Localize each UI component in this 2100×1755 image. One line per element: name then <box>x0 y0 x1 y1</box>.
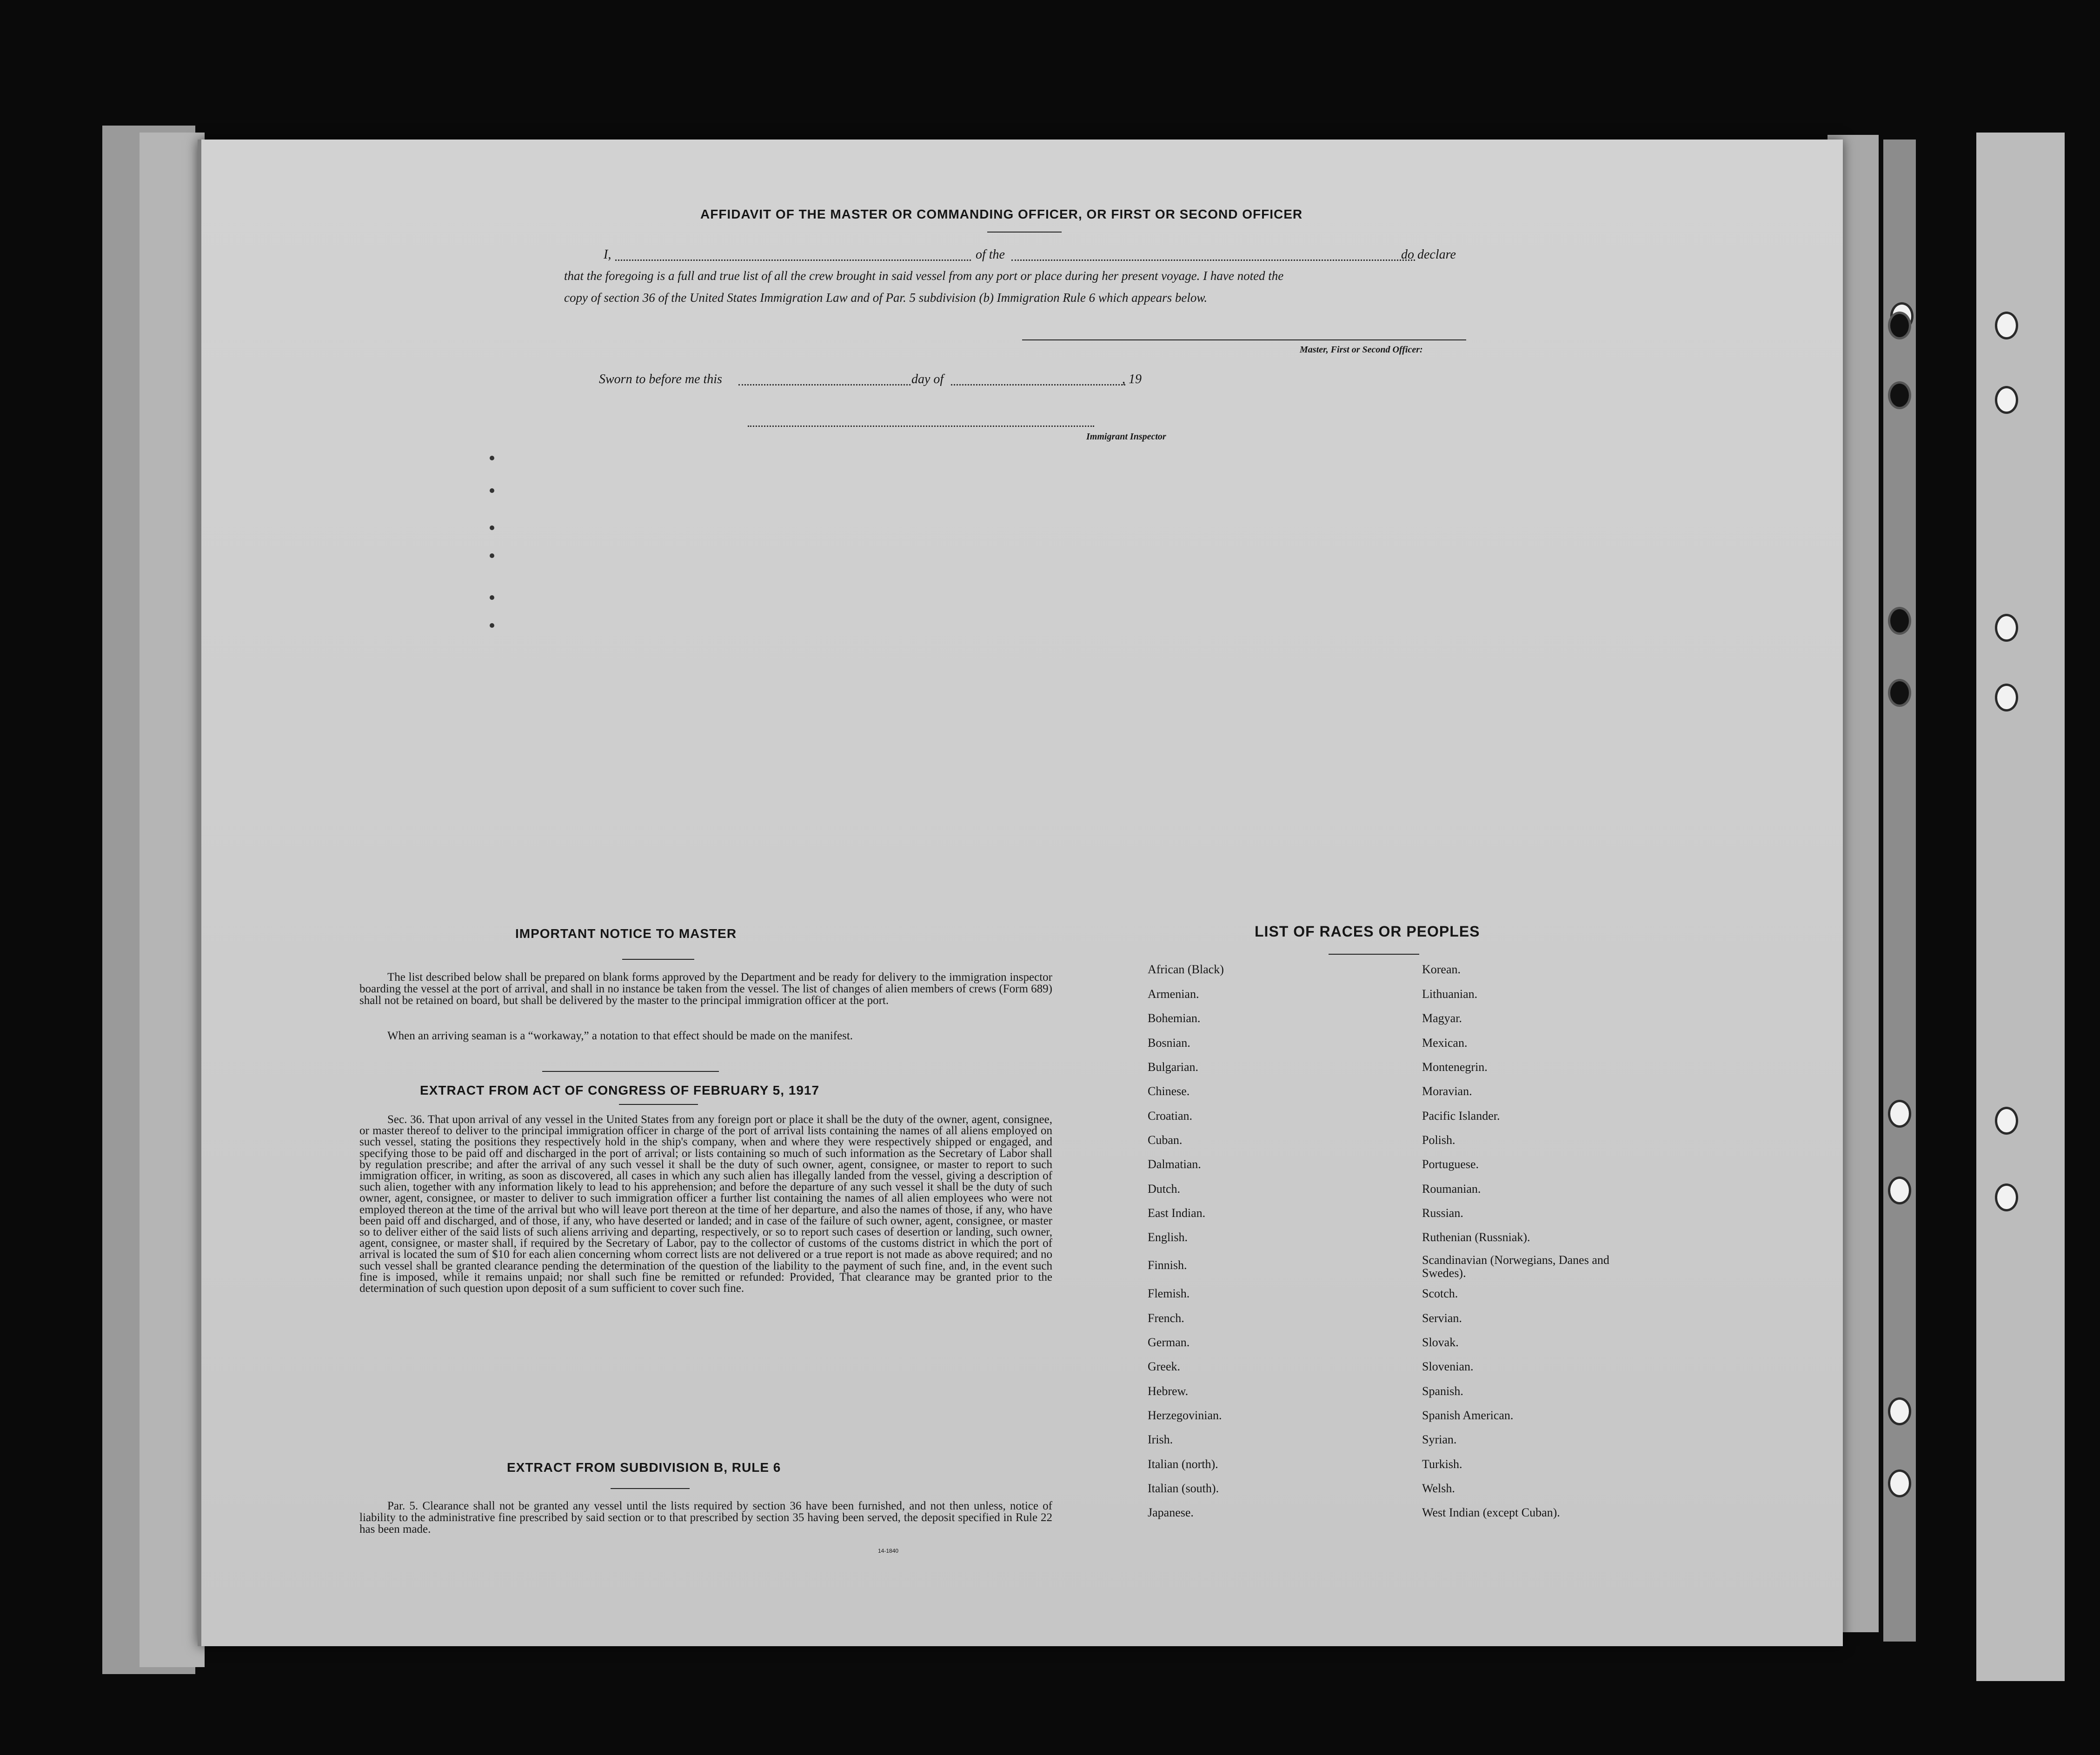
race-item: Turkish. <box>1422 1457 1462 1471</box>
race-item: Bulgarian. <box>1148 1060 1199 1074</box>
race-item: Dutch. <box>1148 1182 1181 1196</box>
binder-hole <box>1888 1397 1911 1425</box>
extract-rule-title: EXTRACT FROM SUBDIVISION B, RULE 6 <box>507 1460 781 1475</box>
race-item: Spanish. <box>1422 1384 1463 1398</box>
race-item: Italian (south). <box>1148 1482 1219 1495</box>
race-item: Polish. <box>1422 1133 1455 1147</box>
name-field[interactable] <box>615 259 971 261</box>
notice-paragraph-2: When an arriving seaman is a “workaway,” a notation to that effect should be made on the manifest. <box>387 1030 853 1042</box>
race-item: Lithuanian. <box>1422 987 1478 1001</box>
race-item: Pacific Islander. <box>1422 1109 1500 1123</box>
race-item: Flemish. <box>1148 1287 1190 1300</box>
race-item: Herzegovinian. <box>1148 1409 1222 1422</box>
race-item: Finnish. <box>1148 1258 1187 1272</box>
back-page-left-edge <box>140 133 205 1667</box>
race-item: English. <box>1148 1230 1188 1244</box>
race-item: Japanese. <box>1148 1506 1194 1519</box>
signature-line[interactable] <box>1022 339 1466 340</box>
divider <box>619 1104 698 1105</box>
race-item: Mexican. <box>1422 1036 1468 1050</box>
divider <box>987 232 1062 233</box>
race-item: Moravian. <box>1422 1084 1472 1098</box>
race-item: Spanish American. <box>1422 1409 1514 1422</box>
binder-hole <box>1995 614 2018 642</box>
race-item: Syrian. <box>1422 1433 1457 1446</box>
extract-act-text: Sec. 36. That upon arrival of any vessel in the United States from any foreign port or place it shall be the duty of the owner, agent, consignee, or master thereof to deliver to the principal immigration officer in charge of the port of arrival lists containing the names of all aliens employed on such vessel, stating the positions they respectively hold in the ship's company, when and where they were respectively shipped or engaged, and specifying those to be paid off and discharged in the port of arrival; or lists containing so much of such information as the Secretary of Labor shall by regulation prescribe; and after the arrival of any such vessel it shall be the duty of such owner, agent, consignee, or master to report to such immigration officer, in writing, as soon as discovered, all cases in which any such alien has illegally landed from the vessel, giving a description of such alien, together with any information likely to lead to his apprehension; and before the departure of any such vessel it shall be the duty of such owner, agent, consignee, or master to deliver to such immigration officer a further list containing the names of all alien employees who were not employed thereon at the time of the arrival but who will leave port thereon at the time of her departure, and also the names of those, if any, who have been paid off and discharged, and of those, if any, who have deserted or landed; and in case of the failure of such owner, agent, consignee, or master so to deliver either of the said lists of such aliens arriving and departing, respectively, or so to report such cases of desertion or landing, such owner, agent, consignee, or master shall, if required by the Secretary of Labor, pay to the collector of customs of the customs district in which the port of arrival is located the sum of $10 for each alien concerning whom correct lists are not delivered or a true report is not made as above required; and no such vessel shall be granted clearance pending the determination of the question of the liability to the payment of such fine, and, in the event such fine is imposed, while it remains unpaid; nor shall such fine be remitted or refunded: Provided, That clearance may be granted prior to the determination of such question upon deposit of a sum sufficient to cover such fine. <box>359 1113 1052 1295</box>
divider <box>622 959 694 960</box>
race-item: French. <box>1148 1311 1184 1325</box>
sworn-year: , 19 <box>1122 372 1142 386</box>
mark <box>490 456 494 460</box>
race-item: Greek. <box>1148 1360 1181 1373</box>
race-item: Ruthenian (Russniak). <box>1422 1230 1530 1244</box>
race-item: Scotch. <box>1422 1287 1458 1300</box>
races-title: LIST OF RACES OR PEOPLES <box>1255 923 1480 940</box>
binder-hole <box>1888 1177 1911 1204</box>
race-item: Slovenian. <box>1422 1360 1474 1373</box>
notice-title: IMPORTANT NOTICE TO MASTER <box>515 926 737 941</box>
race-item: Korean. <box>1422 963 1461 976</box>
divider <box>611 1488 690 1489</box>
race-item: Slovak. <box>1422 1336 1459 1349</box>
divider <box>1329 954 1419 955</box>
binder-hole <box>1995 312 2018 339</box>
inspector-signature-field[interactable] <box>748 425 1094 427</box>
race-item: West Indian (except Cuban). <box>1422 1506 1560 1519</box>
binder-hole <box>1995 1107 2018 1135</box>
race-item: Italian (north). <box>1148 1457 1218 1471</box>
affidavit-line2: that the foregoing is a full and true list of all the crew brought in said vessel from any port or place during her present voyage. I have noted the <box>564 269 1284 283</box>
affidavit-line1-of-the: of the <box>976 247 1005 262</box>
sworn-start: Sworn to before me this <box>599 372 722 386</box>
race-item: African (Black) <box>1148 963 1224 976</box>
race-item: Portuguese. <box>1422 1157 1479 1171</box>
race-item: Roumanian. <box>1422 1182 1481 1196</box>
mark <box>490 553 494 558</box>
inspector-label: Immigrant Inspector <box>1086 432 1166 442</box>
sworn-day-of: day of <box>911 372 944 386</box>
race-item: Servian. <box>1422 1311 1462 1325</box>
race-item: East Indian. <box>1148 1206 1206 1220</box>
race-item: Welsh. <box>1422 1482 1455 1495</box>
affidavit-line1-end: do declare <box>1401 247 1456 262</box>
manifest-page <box>198 140 1843 1646</box>
affidavit-line3: copy of section 36 of the United States Immigration Law and of Par. 5 subdivision (b) Immigration Rule 6 which appears below. <box>564 291 1208 305</box>
race-item: Bosnian. <box>1148 1036 1190 1050</box>
race-item: Scandinavian (Norwegians, Danes and Swedes). <box>1422 1253 1609 1280</box>
race-item: Cuban. <box>1148 1133 1183 1147</box>
binder-hole <box>1888 1469 1911 1497</box>
race-item: Magyar. <box>1422 1011 1462 1025</box>
race-item: Irish. <box>1148 1433 1173 1446</box>
race-item: Croatian. <box>1148 1109 1193 1123</box>
binder-hole <box>1995 1183 2018 1211</box>
binder-hole <box>1888 1100 1911 1128</box>
mark <box>490 623 494 628</box>
race-item: Montenegrin. <box>1422 1060 1488 1074</box>
vessel-field[interactable] <box>1011 259 1415 261</box>
binder-hole <box>1888 312 1911 339</box>
race-item: Dalmatian. <box>1148 1157 1201 1171</box>
binder-hole <box>1995 386 2018 414</box>
divider <box>542 1071 719 1072</box>
race-item: German. <box>1148 1336 1190 1349</box>
binder-hole <box>1888 607 1911 635</box>
race-item: Hebrew. <box>1148 1384 1189 1398</box>
notice-paragraph-1: The list described below shall be prepared on blank forms approved by the Department and be ready for delivery to the immigration inspector boarding the vessel at the port of arrival, and shall in no instance be taken from the vessel. The list of changes of alien members of crews (Form 689) shall not be retained on board, but shall be delivered by the master to the principal immigration officer at the port. <box>359 971 1052 1007</box>
binder-hole <box>1888 381 1911 409</box>
form-number: 14-1840 <box>878 1548 899 1554</box>
extract-rule-text: Par. 5. Clearance shall not be granted any vessel until the lists required by section 36 have been furnished, and not then unless, notice of liability to the administrative fine prescribed by said section or to that prescribed by section 35 having been served, the deposit specified in Rule 22 has been made. <box>359 1500 1052 1536</box>
next-page-strip <box>1976 133 2065 1681</box>
signature-label: Master, First or Second Officer: <box>1300 345 1423 355</box>
mark <box>490 595 494 600</box>
mark <box>490 525 494 530</box>
race-item: Armenian. <box>1148 987 1199 1001</box>
binder-hole <box>1888 679 1911 707</box>
sworn-date-field[interactable] <box>738 384 910 386</box>
mark <box>490 488 494 493</box>
race-item: Bohemian. <box>1148 1011 1201 1025</box>
sworn-month-field[interactable] <box>951 384 1125 386</box>
extract-act-title: EXTRACT FROM ACT OF CONGRESS OF FEBRUARY 5, 1917 <box>420 1083 820 1097</box>
race-item: Russian. <box>1422 1206 1463 1220</box>
race-item: Chinese. <box>1148 1084 1190 1098</box>
binder-hole <box>1995 684 2018 711</box>
affidavit-title: AFFIDAVIT OF THE MASTER OR COMMANDING OFFICER, OR FIRST OR SECOND OFFICER <box>700 207 1303 221</box>
affidavit-line1-start: I, <box>604 247 611 262</box>
